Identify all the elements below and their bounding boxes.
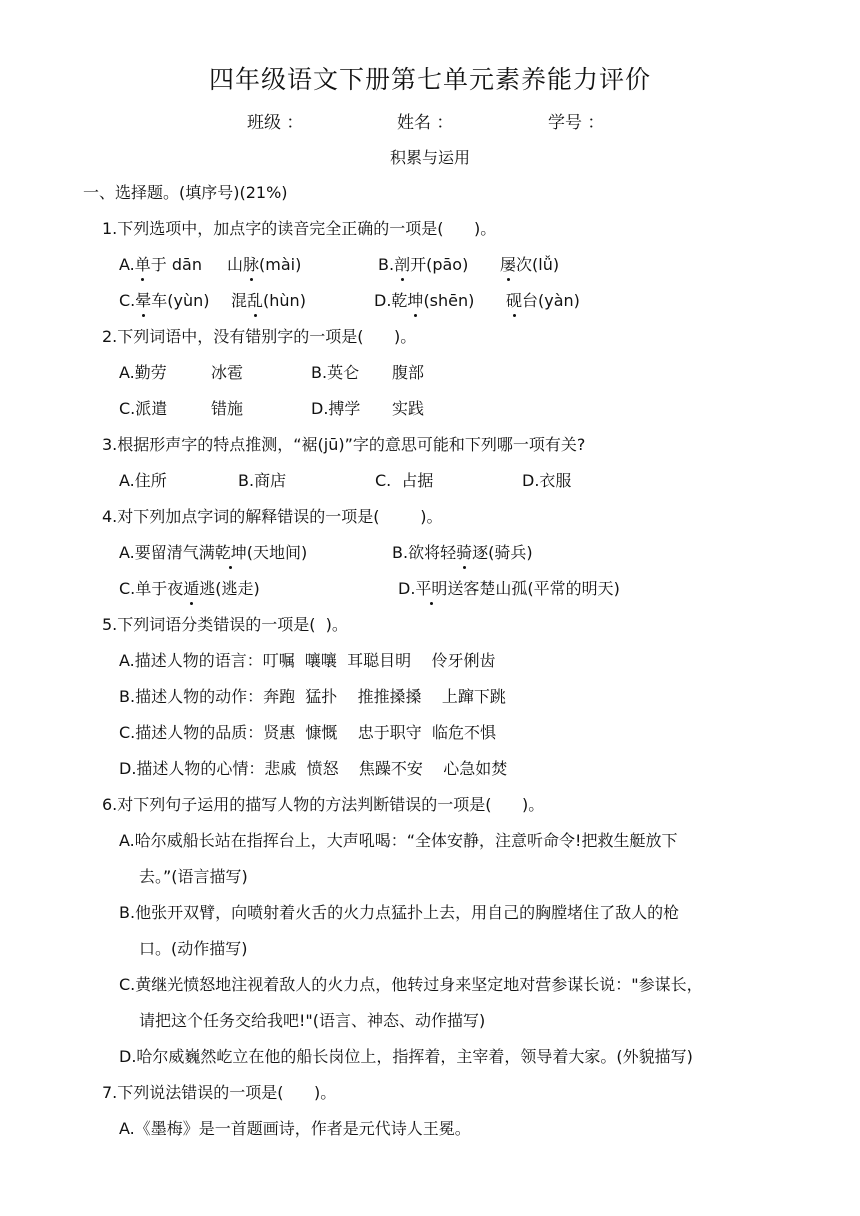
q4-option-c: C.单于夜遁逃(逃走) — [119, 579, 260, 598]
q2-option-a-word2: 冰雹 — [211, 363, 244, 382]
q1-option-d-2: 砚台(yàn) — [506, 291, 580, 310]
dotted-char: 单 — [134, 255, 151, 274]
q3-option-c: C. 占据 — [375, 471, 434, 490]
question-6-stem: 6.对下列句子运用的描写人物的方法判断错误的一项是( )。 — [102, 795, 545, 814]
q4-option-d: D.平明送客楚山孤(平常的明天) — [398, 579, 620, 598]
dotted-char: 遁 — [183, 579, 200, 598]
q2-option-b: B.英仑 — [311, 363, 360, 382]
question-5-stem: 5.下列词语分类错误的一项是( )。 — [102, 615, 348, 634]
q6-option-a-line1: A.哈尔威船长站在指挥台上，大声吼喝：“全体安静，注意听命令!把救生艇放下 — [119, 831, 678, 850]
section-heading: 一、选择题。(填序号)(21%) — [83, 183, 288, 202]
dotted-char: 剖 — [394, 255, 411, 274]
q1-option-b-1: B.剖开(pāo) — [378, 255, 469, 274]
q2-option-c-word2: 错施 — [211, 399, 244, 418]
student-number-label: 学号 ： — [548, 113, 605, 133]
q3-option-a: A.住所 — [119, 471, 167, 490]
q2-option-d: D.搏学 — [311, 399, 361, 418]
q2-option-a: A.勤劳 — [119, 363, 167, 382]
q7-option-a: A.《墨梅》是一首题画诗，作者是元代诗人王冕。 — [119, 1119, 471, 1138]
section-subtitle: 积累与运用 — [389, 148, 470, 167]
q1-option-d-1: D.乾坤(shēn) — [374, 291, 475, 310]
q2-option-b-word2: 腹部 — [392, 363, 425, 382]
name-label: 姓名 ： — [397, 113, 454, 133]
q6-option-b-line1: B.他张开双臂，向喷射着火舌的火力点猛扑上去，用自己的胸膛堵住了敌人的枪 — [119, 903, 680, 922]
q4-option-b: B.欲将轻骑逐(骑兵) — [392, 543, 533, 562]
q1-option-a-2: 山脉(mài) — [227, 255, 302, 274]
dotted-char: 砚 — [506, 291, 523, 310]
q1-option-a-1: A.单于 dān — [119, 255, 202, 274]
q5-option-c: C.描述人物的品质：贤惠 慷慨 忠于职守 临危不惧 — [119, 723, 496, 742]
q3-option-d: D.衣服 — [522, 471, 572, 490]
dotted-char: 乾坤 — [214, 543, 247, 562]
q2-option-c: C.派遣 — [119, 399, 168, 418]
dotted-char: 晕 — [135, 291, 152, 310]
dotted-char: 乱 — [247, 291, 264, 310]
q1-option-c-1: C.晕车(yùn) — [119, 291, 210, 310]
question-4-stem: 4.对下列加点字词的解释错误的一项是( )。 — [102, 507, 443, 526]
q5-option-b: B.描述人物的动作：奔跑 猛扑 推推搡搡 上蹿下跳 — [119, 687, 506, 706]
class-label: 班级 ： — [247, 113, 304, 133]
q6-option-d-line1: D.哈尔威巍然屹立在他的船长岗位上，指挥着，主宰着，领导着大家。(外貌描写) — [119, 1047, 693, 1066]
page-title: 四年级语文下册第七单元素养能力评价 — [208, 65, 651, 94]
q6-option-c-line2: 请把这个任务交给我吧!"(语言、神态、动作描写) — [139, 1011, 486, 1030]
dotted-char: 屡 — [500, 255, 517, 274]
q4-option-a: A.要留清气满乾坤(天地间) — [119, 543, 308, 562]
q1-option-b-2: 屡次(lǚ) — [500, 255, 560, 274]
q6-option-a-line2: 去。”(语言描写) — [139, 867, 248, 886]
q6-option-b-line2: 口。(动作描写) — [139, 939, 248, 958]
q2-option-d-word2: 实践 — [392, 399, 425, 418]
question-7-stem: 7.下列说法错误的一项是( )。 — [102, 1083, 337, 1102]
question-3-stem: 3.根据形声字的特点推测，“裾(jū)”字的意思可能和下列哪一项有关? — [102, 435, 586, 454]
dotted-char: 平明 — [415, 579, 448, 598]
question-1-stem: 1.下列选项中，加点字的读音完全正确的一项是( )。 — [102, 219, 497, 238]
dotted-char: 骑 — [456, 543, 473, 562]
q6-option-c-line1: C.黄继光愤怒地注视着敌人的火力点，他转过身来坚定地对营参谋长说："参谋长， — [119, 975, 703, 994]
q5-option-a: A.描述人物的语言：叮嘱 嚷嚷 耳聪目明 伶牙俐齿 — [119, 651, 496, 670]
q5-option-d: D.描述人物的心情：悲戚 愤怒 焦躁不安 心急如焚 — [119, 759, 508, 778]
q3-option-b: B.商店 — [238, 471, 287, 490]
question-2-stem: 2.下列词语中，没有错别字的一项是( )。 — [102, 327, 417, 346]
dotted-char: 脉 — [243, 255, 260, 274]
dotted-char: 坤 — [407, 291, 424, 310]
q1-option-c-2: 混乱(hùn) — [231, 291, 306, 310]
